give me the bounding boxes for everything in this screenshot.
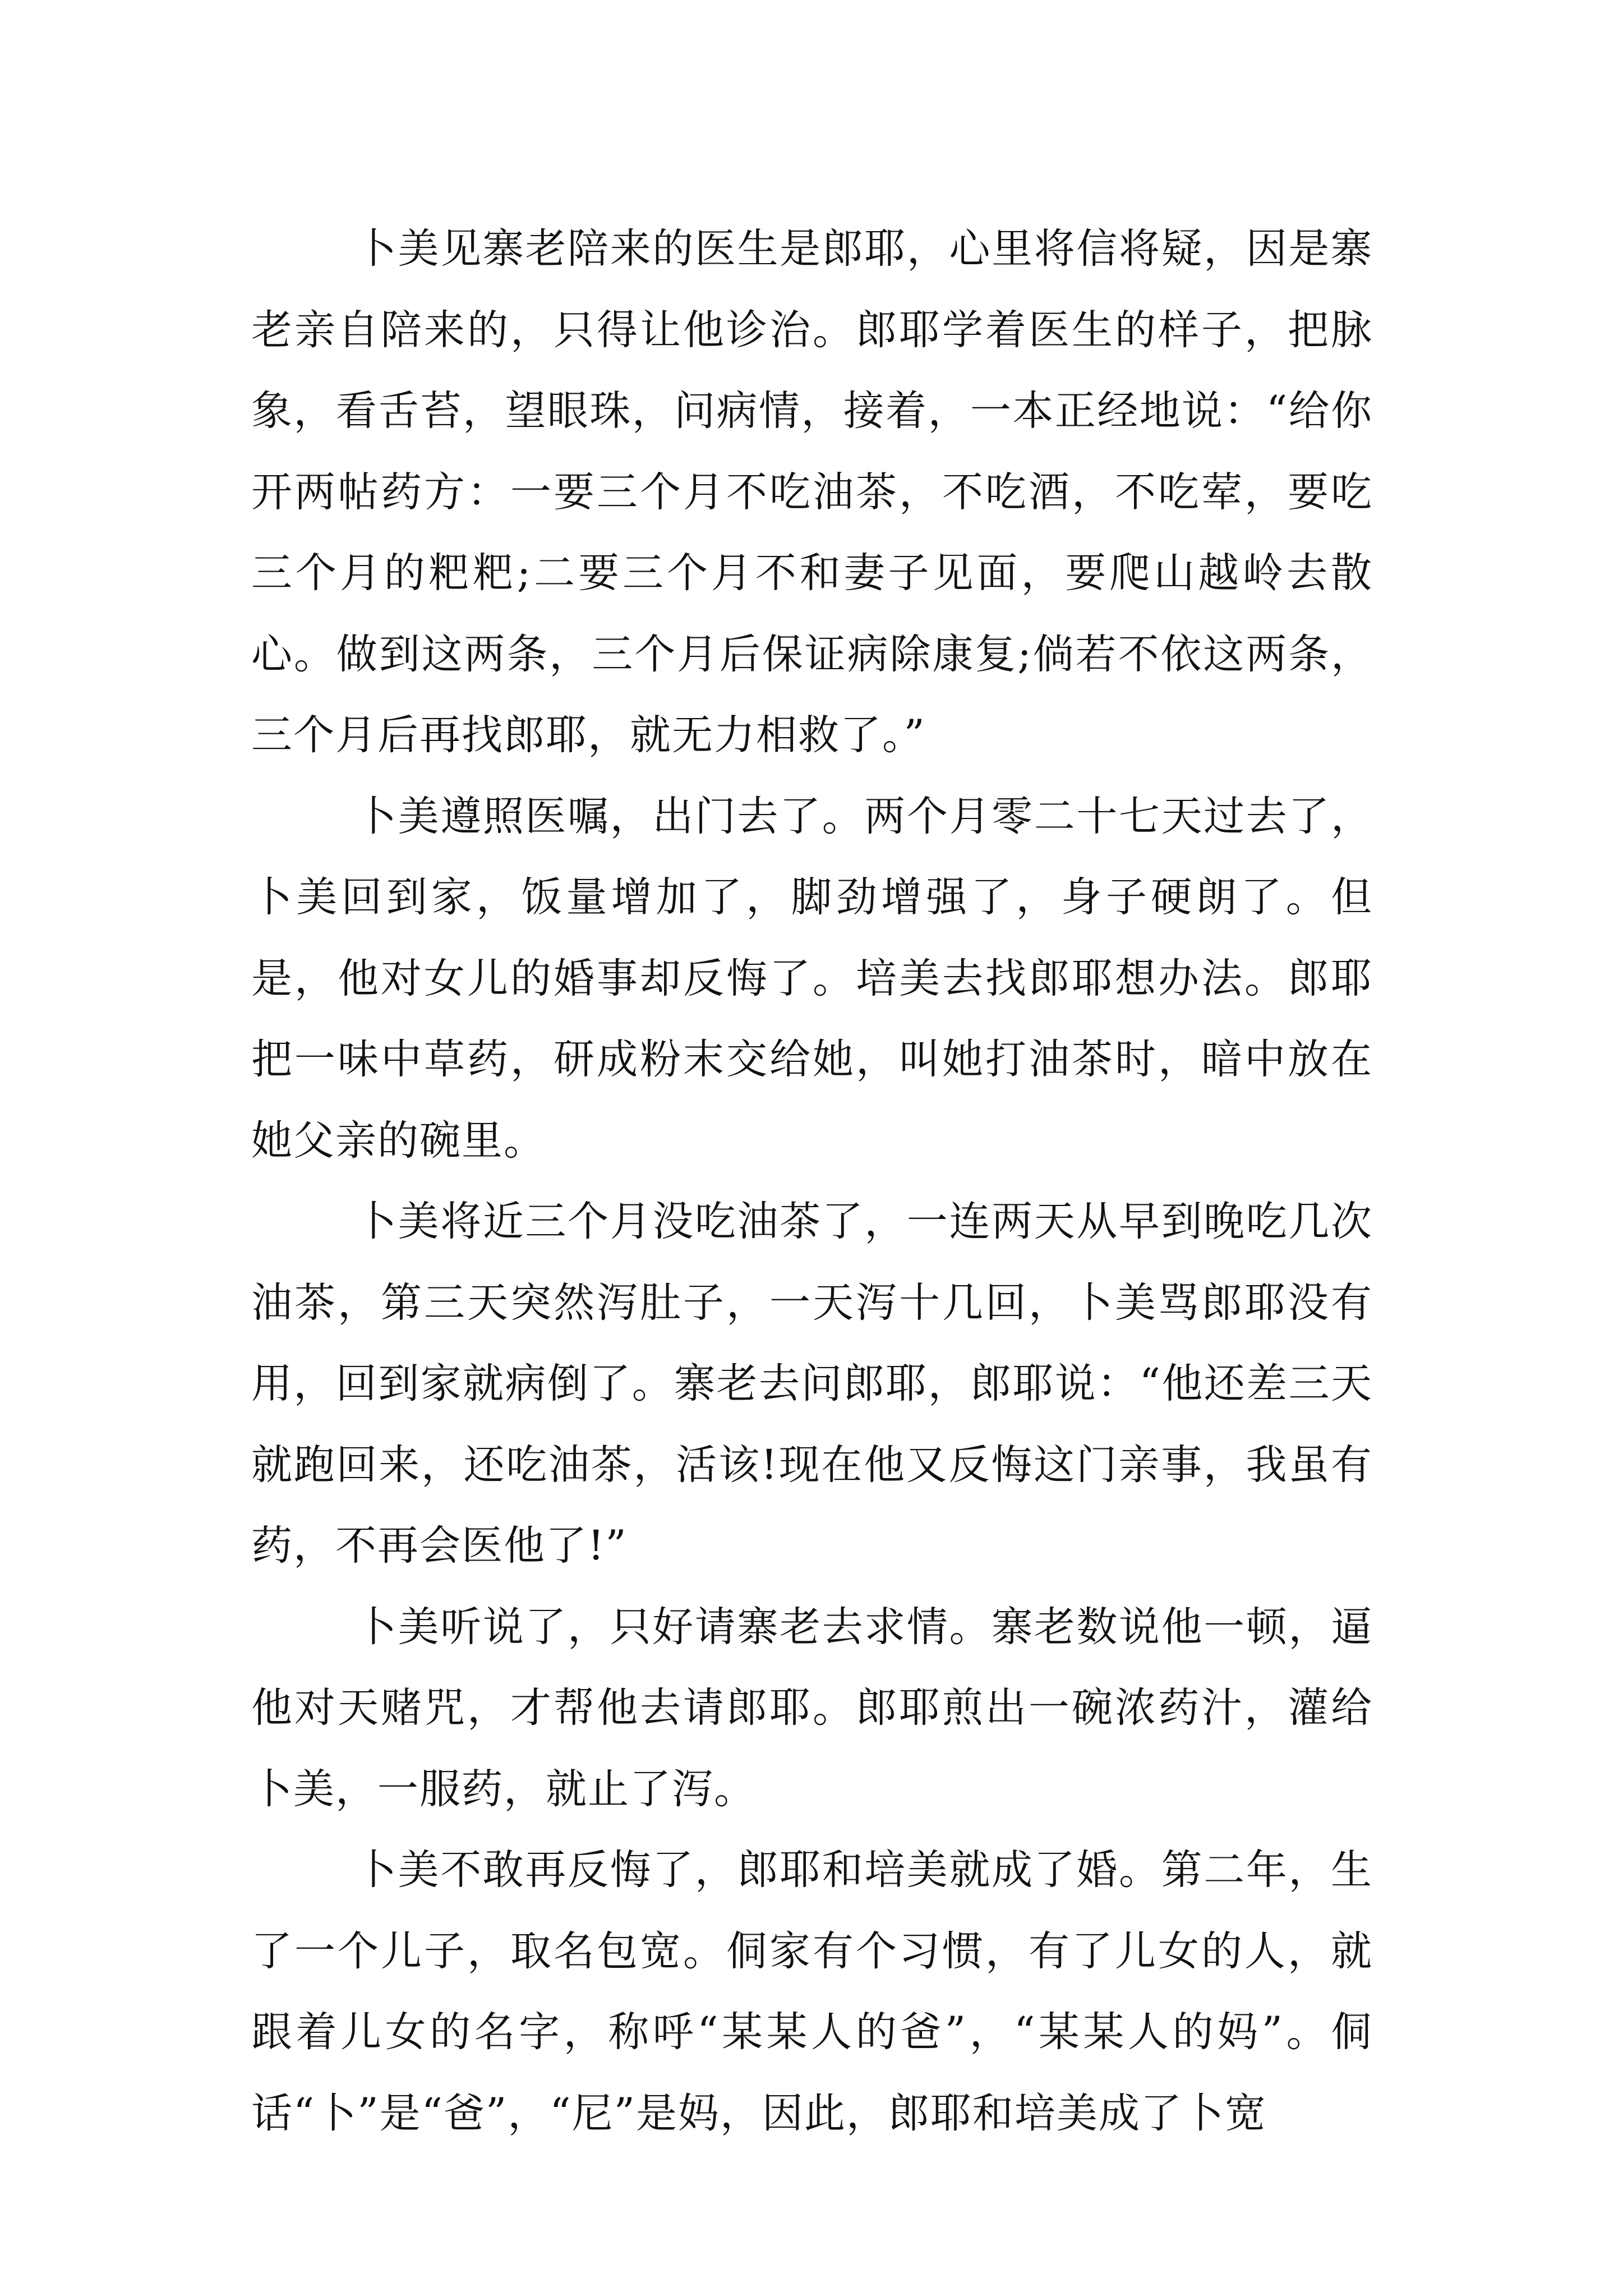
paragraph: 卜美见寨老陪来的医生是郎耶，心里将信将疑，因是寨老亲自陪来的，只得让他诊治。郎耶学着医生的样子，把脉象，看舌苔，望眼珠，问病情，接着，一本正经地说：“给你开两帖药方：一要三个月不吃油茶，不吃酒，不吃荤，要吃三个月的粑粑;二要三个月不和妻子见面，要爬山越岭去散心。做到这两条，三个月后保证病除康复;倘若不依这两条，三个月后再找郎耶，就无力相救了。”	[251, 225, 1373, 759]
document-body	[251, 209, 1373, 2154]
paragraph: 卜美将近三个月没吃油茶了，一连两天从早到晚吃几次油茶，第三天突然泻肚子，一天泻十几回，卜美骂郎耶没有用，回到家就病倒了。寨老去问郎耶，郎耶说：“他还差三天就跑回来，还吃油茶，活该!现在他又反悔这门亲事，我虽有药，不再会医他了!”	[251, 1198, 1373, 1570]
paragraph: 卜美遵照医嘱，出门去了。两个月零二十七天过去了，卜美回到家，饭量增加了，脚劲增强了，身子硬朗了。但是，他对女儿的婚事却反悔了。培美去找郎耶想办法。郎耶把一味中草药，研成粉末交给她，叫她打油茶时，暗中放在她父亲的碗里。	[251, 792, 1373, 1165]
paragraph: 卜美不敢再反悔了，郎耶和培美就成了婚。第二年，生了一个儿子，取名包宽。侗家有个习惯，有了儿女的人，就跟着儿女的名字，称呼“某某人的爸”，“某某人的妈”。侗话“卜”是“爸”，“尼”是妈，因此，郎耶和培美成了卜宽	[251, 1846, 1373, 2137]
paragraph: 卜美听说了，只好请寨老去求情。寨老数说他一顿，逼他对天赌咒，才帮他去请郎耶。郎耶煎出一碗浓药汁，灌给卜美，一服药，就止了泻。	[251, 1603, 1373, 1813]
